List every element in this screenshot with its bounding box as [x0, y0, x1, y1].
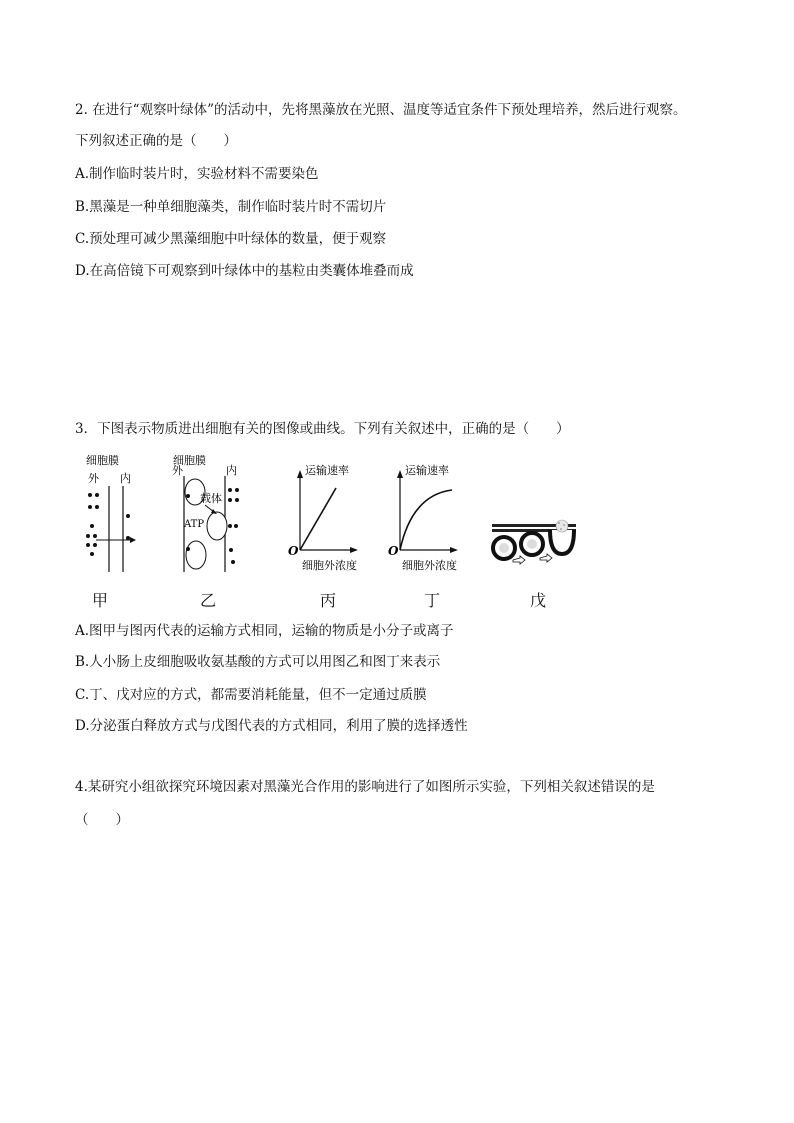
jia-label: 甲 — [92, 591, 109, 610]
ding-y-arrow-icon — [397, 470, 403, 478]
q4-stem-line1: 4.某研究小组欲探究环境因素对黑藻光合作用的影响进行了如图所示实验，下列相关叙述错误的是 — [75, 779, 655, 795]
yi-title: 细胞膜 — [173, 454, 206, 467]
yi-label: 乙 — [200, 591, 217, 610]
jia-inside: 内 — [120, 472, 131, 485]
wu-arrow-2-icon — [540, 554, 552, 562]
q3-option-d: D.分泌蛋白释放方式与戊图代表的方式相同，利用了膜的选择透性 — [75, 718, 468, 734]
wu-fusing-vesicle — [550, 530, 574, 554]
bing-x-arrow-icon — [350, 547, 358, 553]
bing-y-arrow-icon — [297, 470, 303, 478]
wu-arrow-1-icon — [513, 556, 525, 564]
wu-release-cargo — [556, 520, 568, 532]
yi-carrier-3 — [186, 541, 206, 569]
figure-ding — [388, 463, 458, 572]
figure-jia — [86, 453, 136, 572]
jia-outside: 外 — [88, 472, 99, 485]
q3-option-a: A.图甲与图丙代表的运输方式相同，运输的物质是小分子或离子 — [75, 623, 454, 639]
yi-atp-label: ATP — [184, 519, 205, 530]
bing-ylabel: 运输速率 — [305, 464, 349, 477]
bing-label: 丙 — [320, 591, 337, 610]
figure-yi — [172, 453, 239, 572]
q2-stem-line2: 下列叙述正确的是（ ） — [75, 133, 237, 149]
q4-stem-line2: （ ） — [75, 812, 129, 828]
q2-option-a: A.制作临时装片时，实验材料不需要染色 — [75, 166, 319, 182]
ding-origin: O — [388, 544, 399, 558]
ding-ylabel: 运输速率 — [405, 464, 449, 477]
bing-origin: O — [288, 544, 299, 558]
q3-option-c: C.丁、戊对应的方式，都需要消耗能量，但不一定通过质膜 — [75, 687, 427, 703]
figure-bing — [288, 463, 358, 572]
yi-carrier-label: 载体 — [200, 492, 222, 505]
q2-stem-line1: 2. 在进行“观察叶绿体”的活动中，先将黑藻放在光照、温度等适宜条件下预处理培养，然后进行观察。 — [75, 102, 687, 118]
q2-option-b: B.黑藻是一种单细胞藻类，制作临时装片时不需切片 — [75, 199, 387, 215]
ding-xlabel: 细胞外浓度 — [402, 559, 457, 572]
q3-option-b: B.人小肠上皮细胞吸收氨基酸的方式可以用图乙和图丁来表示 — [75, 654, 441, 670]
jia-arrowhead-icon — [130, 537, 136, 543]
ding-curve — [400, 490, 452, 550]
ding-x-arrow-icon — [450, 547, 458, 553]
bing-curve — [300, 488, 336, 550]
yi-inside: 内 — [226, 464, 237, 477]
bing-xlabel: 细胞外浓度 — [302, 559, 357, 572]
yi-outside: 外 — [172, 464, 183, 477]
yi-carrier-2 — [207, 512, 227, 540]
q2-option-d: D.在高倍镜下可观察到叶绿体中的基粒由类囊体堆叠而成 — [75, 263, 414, 279]
q2-option-c: C.预处理可减少黑藻细胞中叶绿体的数量，便于观察 — [75, 231, 387, 247]
ding-label: 丁 — [424, 591, 441, 610]
jia-title: 细胞膜 — [86, 454, 119, 467]
wu-label: 戊 — [530, 591, 547, 610]
q3-stem: 3．下图表示物质进出细胞有关的图像或曲线。下列有关叙述中，正确的是（ ） — [75, 421, 570, 437]
figure-wu — [492, 520, 576, 564]
